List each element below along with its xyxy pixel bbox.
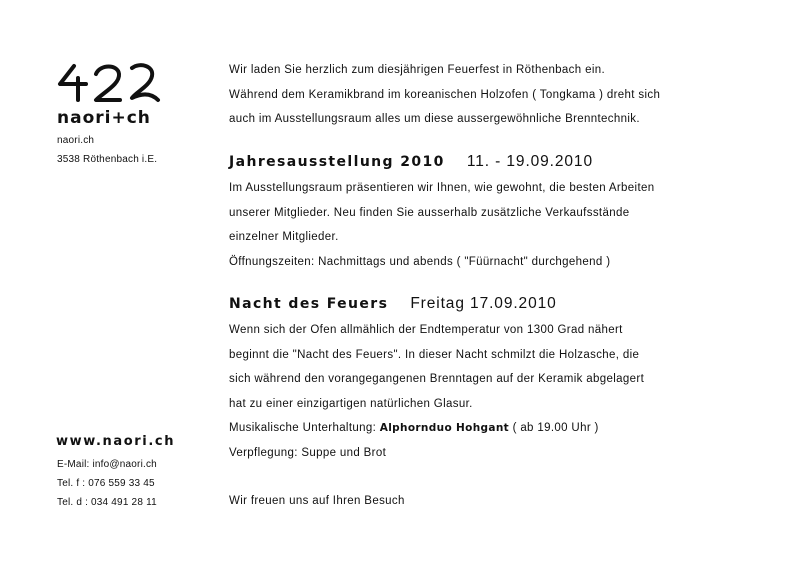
section-line: Wenn sich der Ofen allmählich der Endtemperatur von 1300 Grad nähert [229,324,623,336]
section-line: sich während den vorangegangenen Brenntagen auf der Keramik abgelagert [229,373,645,386]
section-title: Nacht des Feuers [229,296,389,312]
music-label: Musikalische Unterhaltung: [229,422,380,435]
intro-paragraph [229,58,789,132]
section-nacht-des-feuers [229,290,789,466]
address: 3538 Röthenbach i.E. [57,154,158,165]
site-url-small: naori.ch [57,135,95,146]
email-contact[interactable]: E-Mail: info@naori.ch [57,459,157,470]
food-line: Verpflegung: Suppe und Brot [229,446,387,459]
brand-name: naori+ch [57,108,151,128]
section-line: unserer Mitglieder. Neu finden Sie ausserhalb zusätzliche Verkaufsstände [229,206,630,219]
section-jahresausstellung [229,148,789,274]
phone-d: Tel. d : 034 491 28 11 [57,497,157,508]
closing-line: Wir freuen uns auf Ihren Besuch [229,495,405,507]
website-link[interactable]: www.naori.ch [56,434,176,449]
closing-paragraph [229,489,789,514]
section-title: Jahresausstellung 2010 [229,154,445,170]
logo-422 [56,62,168,104]
intro-line: Wir laden Sie herzlich zum diesjährigen Feuerfest in Röthenbach ein. [229,64,606,76]
section-line: Im Ausstellungsraum präsentieren wir Ihnen, wie gewohnt, die besten Arbeiten [229,182,655,194]
section-heading [229,290,789,318]
music-time: ( ab 19.00 Uhr ) [509,422,599,435]
phone-f: Tel. f : 076 559 33 45 [57,478,155,489]
section-line: hat zu einer einzigartigen natürlichen Glasur. [229,397,473,410]
section-date: 11. - 19.09.2010 [466,153,593,170]
intro-line: Während dem Keramikbrand im koreanischen Holzofen ( Tongkama ) dreht sich [229,88,661,101]
section-heading [229,148,789,176]
section-line: Öffnungszeiten: Nachmittags und abends ( "Füürnacht" durchgehend ) [229,255,611,268]
intro-line: auch im Ausstellungsraum alles um diese aussergewöhnliche Brenntechnik. [229,113,640,126]
section-line: beginnt die "Nacht des Feuers". In dieser Nacht schmilzt die Holzasche, die [229,348,640,361]
music-line [229,416,789,441]
section-line: einzelner Mitglieder. [229,231,339,244]
music-name: Alphornduo Hohgant [379,422,510,435]
section-date: Freitag 17.09.2010 [410,295,557,312]
